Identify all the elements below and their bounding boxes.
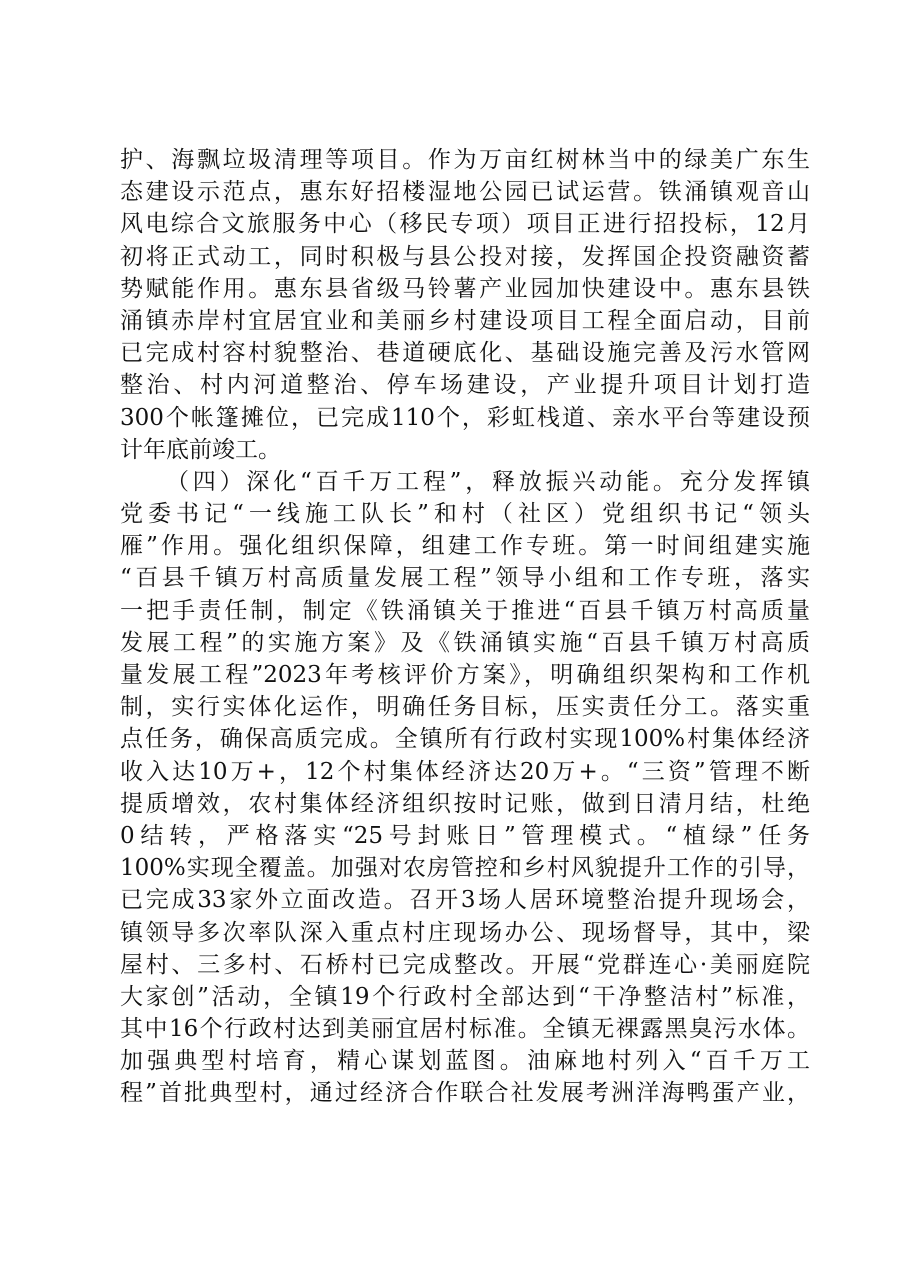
text-line: 量发展工程”2023年考核评价方案》，明确组织架构和工作机 [120,662,810,688]
text-line: 0结转，严格落实“25号封账日”管理模式。“植绿”任务 [120,822,810,849]
text-line: 风电综合文旅服务中心（移民专项）项目正进行招投标，12月 [120,211,810,238]
text-line: “百县千镇万村高质量发展工程”领导小组和工作专班，落实 [120,565,810,592]
text-line: 党委书记“一线施工队长”和村（社区）党组织书记“领头 [120,501,810,528]
text-line: 镇领导多次率队深入重点村庄现场办公、现场督导，其中，梁 [120,919,810,946]
text-line: 初将正式动工，同时积极与县公投对接，发挥国企投资融资蓄 [120,243,810,270]
text-line: 护、海飘垃圾清理等项目。作为万亩红树林当中的绿美广东生 [120,147,810,173]
text-line: 整治、村内河道整治、停车场建设，产业提升项目计划打造 [120,372,810,399]
text-line: 大家创”活动，全镇19个行政村全部达到“干净整洁村”标准， [120,983,810,1010]
text-line: 势赋能作用。惠东县省级马铃薯产业园加快建设中。惠东县铁 [120,275,810,302]
text-line: 计年底前竣工。 [120,436,281,463]
text-line: 收入达10万+，12个村集体经济达20万+。“三资”管理不断 [120,758,810,785]
text-line: 涌镇赤岸村宜居宜业和美丽乡村建设项目工程全面启动，目前 [120,307,810,334]
section-heading-line: （四）深化“百千万工程”，释放振兴动能。充分发挥镇 [166,468,810,495]
body-text [120,144,810,1110]
text-line: 300个帐篷摊位，已完成110个，彩虹栈道、亲水平台等建设预 [120,404,810,431]
text-line: 提质增效，农村集体经济组织按时记账，做到日清月结，杜绝 [120,790,810,817]
text-line: 制，实行实体化运作，明确任务目标，压实责任分工。落实重 [120,694,810,721]
text-line: 点任务，确保高质完成。全镇所有行政村实现100%村集体经济 [120,726,810,753]
text-line: 屋村、三多村、石桥村已完成整改。开展“党群连心·美丽庭院 [120,951,810,978]
text-line: 已完成村容村貌整治、巷道硬底化、基础设施完善及污水管网 [120,340,810,367]
text-line: 发展工程”的实施方案》及《铁涌镇实施“百县千镇万村高质 [120,629,810,656]
text-line: 程”首批典型村，通过经济合作联合社发展考洲洋海鸭蛋产业， [120,1080,810,1107]
text-line: 已完成33家外立面改造。召开3场人居环境整治提升现场会， [120,887,810,914]
text-line: 雁”作用。强化组织保障，组建工作专班。第一时间组建实施 [120,533,810,560]
text-line: 其中16个行政村达到美丽宜居村标准。全镇无裸露黑臭污水体。 [120,1016,810,1043]
text-line: 加强典型村培育，精心谋划蓝图。油麻地村列入“百千万工 [120,1048,810,1075]
text-line: 一把手责任制，制定《铁涌镇关于推进“百县千镇万村高质量 [120,597,810,624]
text-line: 100%实现全覆盖。加强对农房管控和乡村风貌提升工作的引导， [120,855,810,882]
text-line: 态建设示范点，惠东好招楼湿地公园已试运营。铁涌镇观音山 [120,179,810,206]
